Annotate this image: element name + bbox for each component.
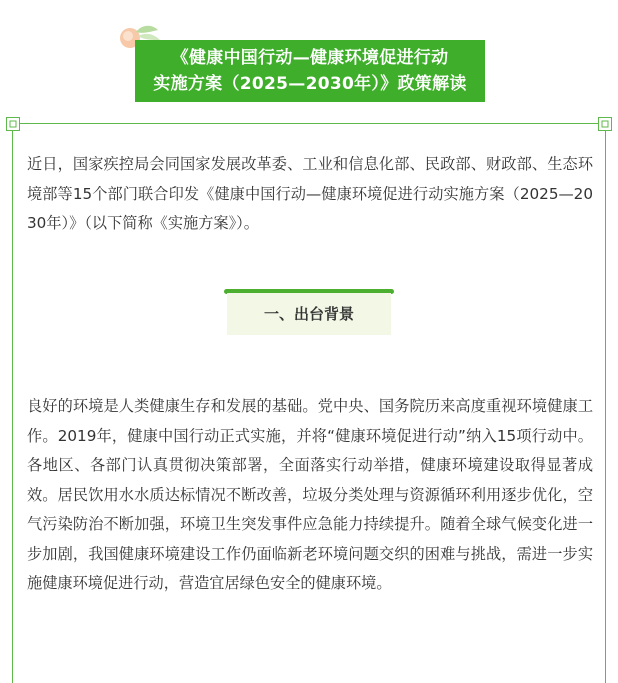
title-banner [135, 40, 485, 102]
section-heading-title: 一、出台背景 [227, 293, 391, 335]
title-line-1: 《健康中国行动—健康环境促进行动 [171, 48, 449, 68]
intro-paragraph: 近日，国家疾控局会同国家发展改革委、工业和信息化部、民政部、财政部、生态环境部等15个部门联合印发《健康中国行动—健康环境促进行动实施方案（2025—2030年）》（以下简称《实施方案》）。 [27, 155, 593, 232]
section-heading [224, 289, 394, 335]
corner-bracket-icon [598, 117, 612, 131]
section-body-paragraph: 良好的环境是人类健康生存和发展的基础。党中央、国务院历来高度重视环境健康工作。2019年，健康中国行动正式实施，并将“健康环境促进行动”纳入15项行动中。各地区、各部门认真贯彻决策部署，全面落实行动举措，健康环境建设取得显著成效。居民饮用水水质达标情况不断改善，垃圾分类处理与资源循环利用逐步优化，空气污染防治不断加强，环境卫生突发事件应急能力持续提升。随着全球气候变化进一步加剧，我国健康环境建设工作仍面临新老环境问题交织的困难与挑战，需进一步实施健康环境促进行动，营造宜居绿色安全的健康环境。 [27, 397, 593, 592]
corner-bracket-icon [6, 117, 20, 131]
title-line-2: 实施方案（2025—2030年）》政策解读 [153, 74, 467, 94]
